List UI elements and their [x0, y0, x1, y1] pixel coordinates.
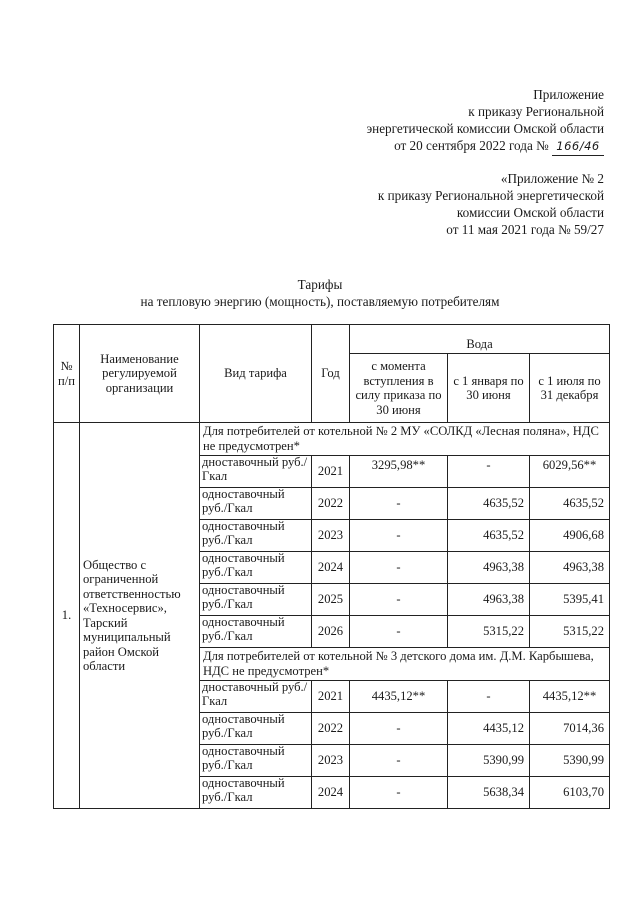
- order-number-handwritten: 166/46: [552, 138, 604, 156]
- tariff-p1: -: [350, 713, 448, 745]
- appendix-header: [366, 86, 604, 156]
- header-org: Наименование регулируемой организации: [80, 325, 200, 423]
- appendix2-line: от 11 мая 2021 года № 59/27: [446, 222, 604, 237]
- tariff-type: дноставочный руб./Гкал: [200, 456, 312, 488]
- order-date: от 20 сентября 2022 года №: [394, 138, 549, 153]
- tariff-p3: 6029,56**: [530, 456, 610, 488]
- tariff-p2: 5390,99: [448, 745, 530, 777]
- tariff-table: [53, 324, 610, 809]
- header-period2: с 1 января по 30 июня: [448, 354, 530, 423]
- appendix-line: Приложение: [533, 87, 604, 102]
- tariff-p2: 4435,12: [448, 713, 530, 745]
- tariff-type: одноставочный руб./Гкал: [200, 616, 312, 648]
- tariff-p3: 5395,41: [530, 584, 610, 616]
- tariff-p3: 4906,68: [530, 520, 610, 552]
- appendix2-line: «Приложение № 2: [500, 171, 604, 186]
- appendix2-line: к приказу Региональной энергетической: [377, 188, 604, 203]
- group-caption: Для потребителей от котельной № 3 детского дома им. Д.М. Карбышева, НДС не предусмотрен*: [200, 648, 610, 681]
- tariff-p3: 6103,70: [530, 777, 610, 809]
- header-water: Вода: [350, 325, 610, 354]
- tariff-p2: 5315,22: [448, 616, 530, 648]
- tariff-p1: -: [350, 520, 448, 552]
- header-period1: с момента вступления в силу приказа по 30 июня: [350, 354, 448, 423]
- tariff-type: одноставочный руб./Гкал: [200, 488, 312, 520]
- tariff-type: одноставочный руб./Гкал: [200, 777, 312, 809]
- tariff-p2: 4635,52: [448, 488, 530, 520]
- tariff-year: 2023: [312, 745, 350, 777]
- tariff-p1: -: [350, 745, 448, 777]
- tariff-year: 2022: [312, 713, 350, 745]
- tariff-p1: -: [350, 552, 448, 584]
- tariff-p3: 4963,38: [530, 552, 610, 584]
- tariff-year: 2026: [312, 616, 350, 648]
- header-year: Год: [312, 325, 350, 423]
- document-title: [0, 276, 640, 310]
- tariff-p2: 5638,34: [448, 777, 530, 809]
- group-caption: Для потребителей от котельной № 2 МУ «СОЛКД «Лесная поляна», НДС не предусмотрен*: [200, 423, 610, 456]
- tariff-p3: 5390,99: [530, 745, 610, 777]
- tariff-type: одноставочный руб./Гкал: [200, 713, 312, 745]
- tariff-p3: 4435,12**: [530, 681, 610, 713]
- tariff-year: 2024: [312, 777, 350, 809]
- title-main: Тарифы: [297, 277, 343, 292]
- tariff-p2: 4635,52: [448, 520, 530, 552]
- tariff-year: 2021: [312, 681, 350, 713]
- tariff-p1: -: [350, 777, 448, 809]
- tariff-type: дноставочный руб./Гкал: [200, 681, 312, 713]
- tariff-p3: 4635,52: [530, 488, 610, 520]
- tariff-p3: 5315,22: [530, 616, 610, 648]
- tariff-year: 2023: [312, 520, 350, 552]
- order-date-line: [366, 137, 604, 156]
- tariff-p1: -: [350, 488, 448, 520]
- tariff-p1: -: [350, 584, 448, 616]
- tariff-type: одноставочный руб./Гкал: [200, 552, 312, 584]
- appendix2-line: комиссии Омской области: [456, 205, 604, 220]
- header-period3: с 1 июля по 31 декабря: [530, 354, 610, 423]
- header-type: Вид тарифа: [200, 325, 312, 423]
- tariff-year: 2021: [312, 456, 350, 488]
- tariff-p1: 3295,98**: [350, 456, 448, 488]
- tariff-year: 2024: [312, 552, 350, 584]
- tariff-p1: -: [350, 616, 448, 648]
- tariff-type: одноставочный руб./Гкал: [200, 584, 312, 616]
- organization-name: Общество с ограниченной ответственностью «Техносервис», Тарский муниципальный район Омской области: [80, 423, 200, 809]
- appendix-line: энергетической комиссии Омской области: [366, 121, 604, 136]
- tariff-p2: -: [448, 681, 530, 713]
- tariff-p1: 4435,12**: [350, 681, 448, 713]
- tariff-p2: 4963,38: [448, 584, 530, 616]
- tariff-type: одноставочный руб./Гкал: [200, 745, 312, 777]
- tariff-p3: 7014,36: [530, 713, 610, 745]
- appendix-line: к приказу Региональной: [468, 104, 604, 119]
- appendix2-header: [378, 170, 604, 238]
- tariff-p2: -: [448, 456, 530, 488]
- header-num: № п/п: [54, 325, 80, 423]
- tariff-year: 2025: [312, 584, 350, 616]
- title-sub: на тепловую энергию (мощность), поставляемую потребителям: [140, 294, 500, 309]
- tariff-type: одноставочный руб./Гкал: [200, 520, 312, 552]
- tariff-year: 2022: [312, 488, 350, 520]
- row-number: 1.: [54, 423, 80, 809]
- tariff-p2: 4963,38: [448, 552, 530, 584]
